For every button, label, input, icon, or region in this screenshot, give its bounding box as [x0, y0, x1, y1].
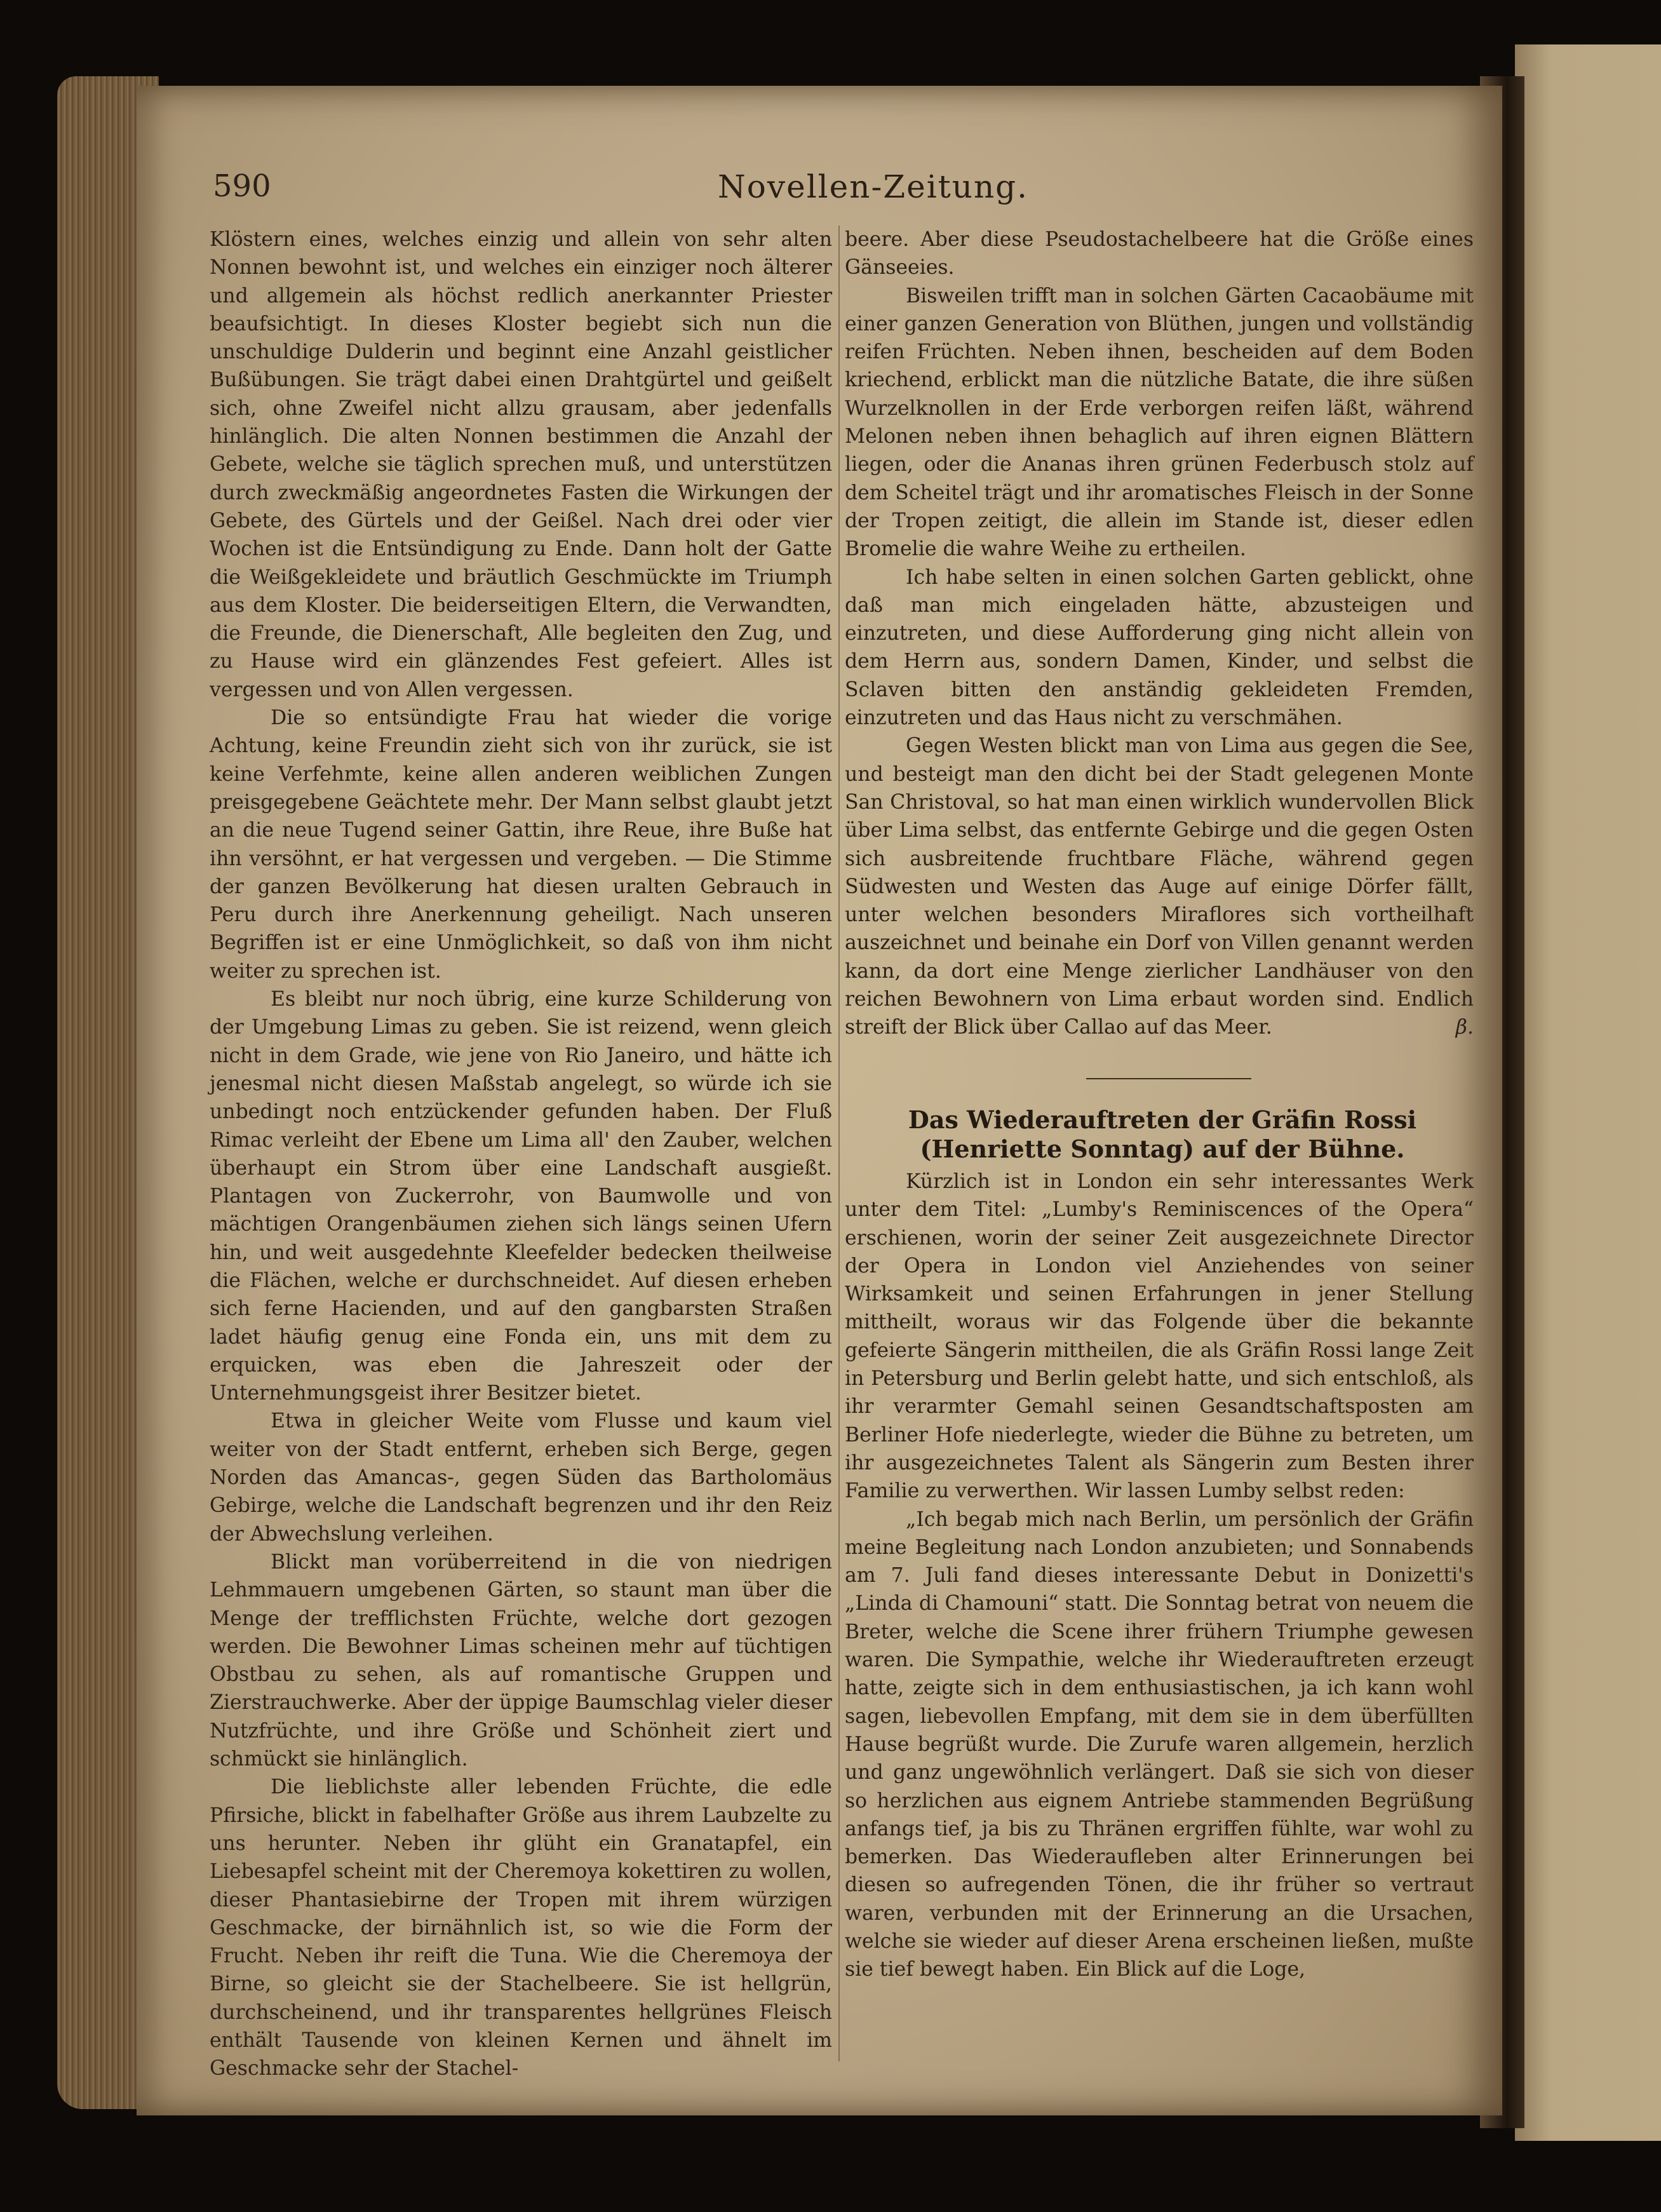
paragraph: „Ich begab mich nach Berlin, um persönlich der Gräfin meine Begleitung nach London anzubieten; und Sonnabends am 7. Juli fand dieses interessante Debut in Donizetti's „Linda di Chamouni“ statt. Die Sonntag betrat von neuem die Breter, welche die Scene ihrer frühern Triumphe gewesen waren. Die Sympathie, welche ihr Wiederauftreten erzeugt hatte, zeigte sich in dem enthusiastischen, ja ich kann wohl sagen, liebevollen Empfang, mit dem sie in dem überfüllten Hause begrüßt wurde. Die Zurufe waren allgemein, herzlich und ganz ungewöhnlich verlängert. Daß sie sich von dieser so herzlichen aus eignem Antriebe stammenden Begrüßung anfangs tief, ja bis zu Thränen ergriffen fühlte, war wohl zu bemerken. Das Wiederaufleben alter Erinnerungen bei diesen so aufregenden Tönen, die ihr früher so vertraut waren, verbunden mit der Erinnerung an die Ursachen, welche sie wieder auf dieser Arena erscheinen ließen, mußte sie tief bewegt haben. Ein Blick auf die Loge, — [845, 1507, 1474, 1981]
paragraph — [845, 732, 1474, 1041]
article-title: Das Wiederauftreten der Gräfin Rossi (Henriette Sonntag) auf der Bühne. — [908, 1105, 1417, 1163]
facing-page — [1515, 44, 1661, 2141]
paragraph: beere. Aber diese Pseudostachelbeere hat die Größe eines Gänseeies. — [845, 228, 1474, 280]
paragraph: Etwa in gleicher Weite vom Flusse und kaum viel weiter von der Stadt entfernt, erheben sich Berge, gegen Norden das Amancas-, gegen Süden das Bartholomäus Gebirge, welche die Landschaft begrenzen und ihr den Reiz der Abwechslung verleihen. — [210, 1410, 832, 1546]
section-separator — [1086, 1078, 1251, 1079]
paragraph: Ich habe selten in einen solchen Garten geblickt, ohne daß man mich eingeladen hätte, abzusteigen und einzutreten, und diese Aufforderung ging nicht allein von dem Herrn aus, sondern Damen, Kinder, und selbst die Sclaven bitten den anständig gekleideten Fremden, einzutreten und das Haus nicht zu verschmähen. — [845, 565, 1474, 730]
author-signature: β. — [1455, 1016, 1474, 1039]
paragraph: Die lieblichste aller lebenden Früchte, die edle Pfirsiche, blickt in fabelhafter Größe aus ihrem Laubzelte zu uns herunter. Neben ihr glüht ein Granatapfel, ein Liebesapfel scheint mit der Cheremoya kokettiren zu wollen, dieser Phantasiebirne der Tropen mit ihrem würzigen Geschmacke, der birnähnlich ist, so wie die Form der Frucht. Neben ihr reift die Tuna. Wie die Cheremoya der Birne, so gleicht sie der Stachelbeere. Sie ist hellgrün, durchscheinend, und ihr transparentes hellgrünes Fleisch enthält Tausende von kleinen Kernen und ähnelt im Geschmacke sehr der Stachel- — [210, 1776, 832, 2080]
paragraph: Bisweilen trifft man in solchen Gärten Cacaobäume mit einer ganzen Generation von Blüthen, jungen und vollständig reifen Früchten. Neben ihnen, bescheiden auf dem Boden kriechend, erblickt man die nützliche Batate, die ihre süßen Wurzelknollen in der Erde verborgen reifen läßt, während Melonen neben ihnen behaglich auf ihren eignen Blättern liegen, oder die Ananas ihren grünen Federbusch stolz auf dem Scheitel trägt und ihr aromatisches Fleisch in der Sonne der Tropen zeitigt, die allein im Stande ist, dieser edlen Bromelie die wahre Weihe zu ertheilen. — [845, 284, 1474, 561]
right-text-column — [845, 226, 1474, 1042]
paragraph-text: Gegen Westen blickt man von Lima aus gegen die See, und besteigt man den dicht bei der Stadt gelegenen Monte San Christoval, so hat man einen wirklich wundervollen Blick über Lima selbst, das entfernte Gebirge und die gegen Osten sich ausbreitende fruchtbare Fläche, während gegen Südwesten und Westen das Auge auf einige Dörfer fällt, unter welchen besonders Miraflores sich vortheilhaft auszeichnet und beinahe ein Dorf von Villen genannt werden kann, da dort eine Menge zierlicher Landhäuser von den reichen Bewohnern von Lima erbaut worden sind. Endlich streift der Blick über Callao auf das Meer. — [845, 734, 1474, 1039]
paragraph: Die so entsündigte Frau hat wieder die vorige Achtung, keine Freundin zieht sich von ihr zurück, sie ist keine Verfehmte, keine allen anderen weiblichen Zungen preisgegebene Geächtete mehr. Der Mann selbst glaubt jetzt an die neue Tugend seiner Gattin, ihre Reue, ihre Buße hat ihn versöhnt, er hat vergessen und vergeben. — Die Stimme der ganzen Bevölkerung hat diesen uralten Gebrauch in Peru durch ihre Anerkennung geheiligt. Nach unseren Begriffen ist er eine Unmöglichkeit, so daß von ihm nicht weiter zu sprechen ist. — [210, 706, 832, 983]
paragraph: Blickt man vorüberreitend in die von niedrigen Lehmmauern umgebenen Gärten, so staunt man über die Menge der trefflichsten Früchte, welche dort gezogen werden. Die Bewohner Limas scheinen mehr auf tüchtigen Obstbau zu sehen, als auf romantische Gruppen und Zierstrauchwerke. Aber der üppige Baumschlag vieler dieser Nutzfrüchte, und ihre Größe und Schönheit ziert und schmückt sie hinlänglich. — [210, 1550, 832, 1771]
paragraph: Klöstern eines, welches einzig und allein von sehr alten Nonnen bewohnt ist, und welches ein einziger noch älterer und allgemein als höchst redlich anerkannter Priester beaufsichtigt. In dieses Kloster begiebt sich nun die unschuldige Dulderin und beginnt eine Anzahl geistlicher Bußübungen. Sie trägt dabei einen Drahtgürtel und geißelt sich, ohne Zweifel nicht allzu grausam, aber jedenfalls hinlänglich. Die alten Nonnen bestimmen die Anzahl der Gebete, welche sie täglich sprechen muß, und unterstützen durch zweckmäßig angeordnetes Fasten die Wirkungen der Gebete, des Gürtels und der Geißel. Nach drei oder vier Wochen ist die Entsündigung zu Ende. Dann holt der Gatte die Weißgekleidete und bräutlich Geschmückte im Triumph aus dem Kloster. Die beiderseitigen Eltern, die Verwandten, die Freunde, die Dienerschaft, Alle begleiten den Zug, und zu Hause wird ein glänzendes Fest gefeiert. Alles ist vergessen und von Allen vergessen. — [210, 228, 832, 701]
running-title: Novellen-Zeitung. — [718, 168, 1029, 205]
column-divider — [838, 226, 840, 2061]
paragraph: Kürzlich ist in London ein sehr interessantes Werk unter dem Titel: „Lumby's Reminiscences of the Opera“ erschienen, worin der seiner Zeit ausgezeichnete Director der Opera in London viel Anziehendes von seiner Wirksamkeit und seinen Erfahrungen in jener Stellung mittheilt, woraus wir das Folgende über die bekannte gefeierte Sängerin mittheilen, die als Gräfin Rossi lange Zeit in Petersburg und Berlin gelebt hatte, und sich entschloß, als ihr verarmter Gemahl seinen Gesandtschaftsposten am Berliner Hofe niederlegte, wieder die Bühne zu betreten, um ihr ausgezeichnetes Talent als Sängerin zum Besten ihrer Familie zu verwerthen. Wir lassen Lumby selbst reden: — [845, 1170, 1474, 1503]
article-body — [845, 1168, 1474, 1984]
left-text-column — [210, 226, 832, 2083]
paragraph: Es bleibt nur noch übrig, eine kurze Schilderung von der Umgebung Limas zu geben. Sie ist reizend, wenn gleich nicht in dem Grade, wie jene von Rio Janeiro, und hätte ich jenesmal nicht diesen Maßstab angelegt, so würde ich sie unbedingt noch entzückender gefunden haben. Der Fluß Rimac verleiht der Ebene um Lima all' den Zauber, welchen überhaupt ein Strom über eine Landschaft ausgießt. Plantagen von Zuckerrohr, von Baumwolle und von mächtigen Orangenbäumen ziehen sich längs seinen Ufern hin, und weit ausgedehnte Kleefelder bedecken theilweise die Flächen, welche er durchschneidet. Auf diesen erheben sich ferne Hacienden, und auf den gangbarsten Straßen ladet häufig genug eine Fonda ein, uns mit dem zu erquicken, was eben die Jahreszeit oder der Unternehmungsgeist ihrer Besitzer bietet. — [210, 988, 832, 1405]
page-number: 590 — [213, 168, 271, 204]
